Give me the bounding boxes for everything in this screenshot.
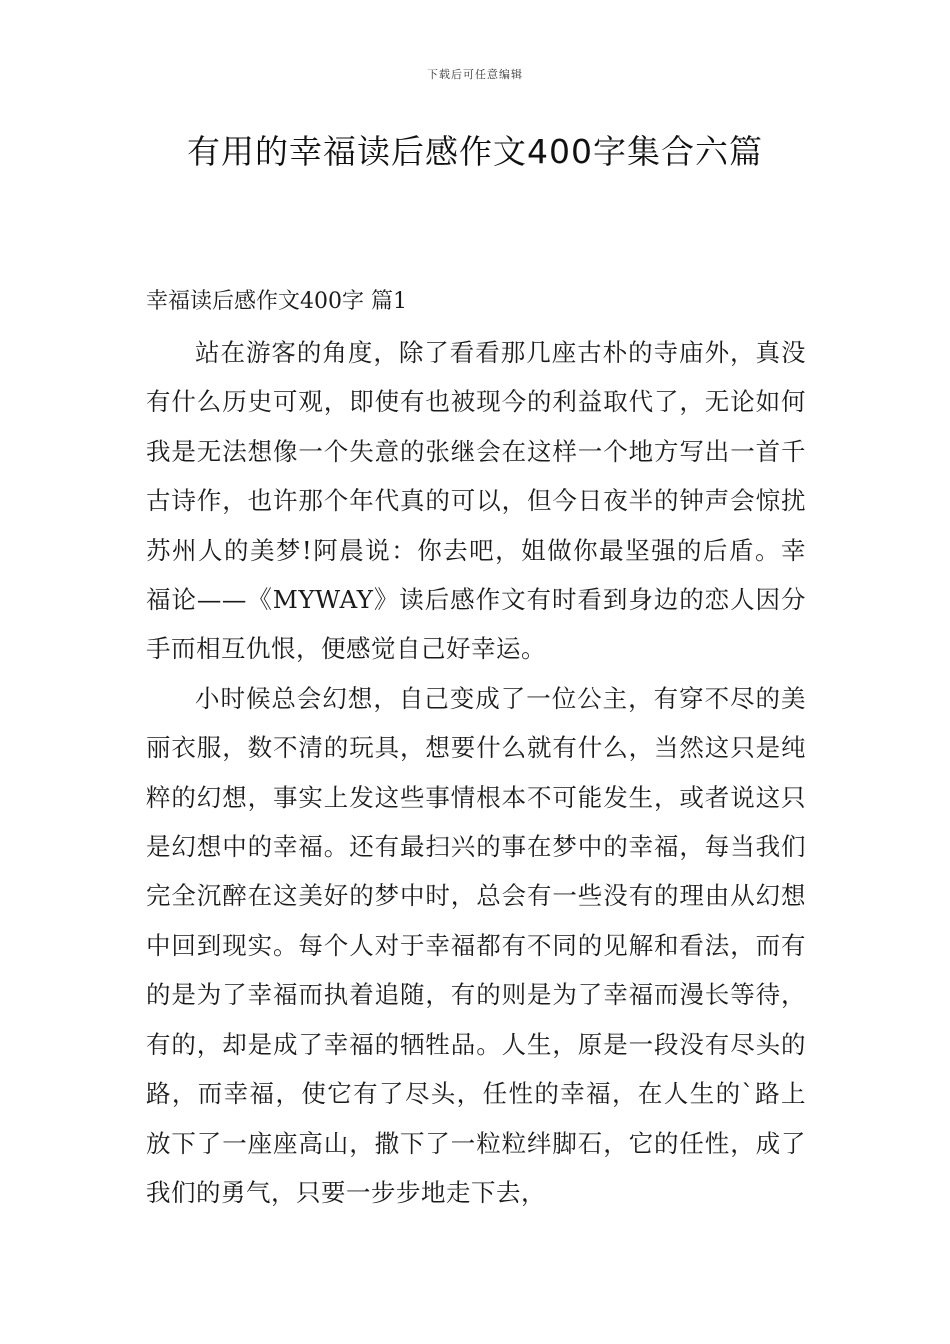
document-title: 有用的幸福读后感作文400字集合六篇: [187, 132, 763, 171]
section-heading: 幸福读后感作文400字 篇1: [146, 289, 407, 314]
paragraph-2: 小时候总会幻想，自己变成了一位公主，有穿不尽的美丽衣服，数不清的玩具，想要什么就有什么，当然这只是纯粹的幻想，事实上发这些事情根本不可能发生，或者说这只是幻想中的幸福。还有最扫兴的事在梦中的幸福，每当我们完全沉醉在这美好的梦中时，总会有一些没有的理由从幻想中回到现实。每个人对于幸福都有不同的见解和看法，而有的是为了幸福而执着追随，有的则是为了幸福而漫长等待，有的，却是成了幸福的牺牲品。人生，原是一段没有尽头的路，而幸福，使它有了尽头，任性的幸福，在人生的`路上放下了一座座高山，撒下了一粒粒绊脚石，它的任性，成了我们的勇气，只要一步步地走下去，: [146, 683, 806, 1207]
paragraph-1: 站在游客的角度，除了看看那几座古朴的寺庙外，真没有什么历史可观，即使有也被现今的利益取代了，无论如何我是无法想像一个失意的张继会在这样一个地方写出一首千古诗作，也许那个年代真的可以，但今日夜半的钟声会惊扰苏州人的美梦!阿晨说：你去吧，姐做你最坚强的后盾。幸福论——《MYWAY》读后感作文有时看到身边的恋人因分手而相互仇恨，便感觉自己好幸运。: [146, 338, 806, 664]
body-text: [146, 328, 806, 1217]
header-note: 下载后可任意编辑: [427, 68, 523, 81]
